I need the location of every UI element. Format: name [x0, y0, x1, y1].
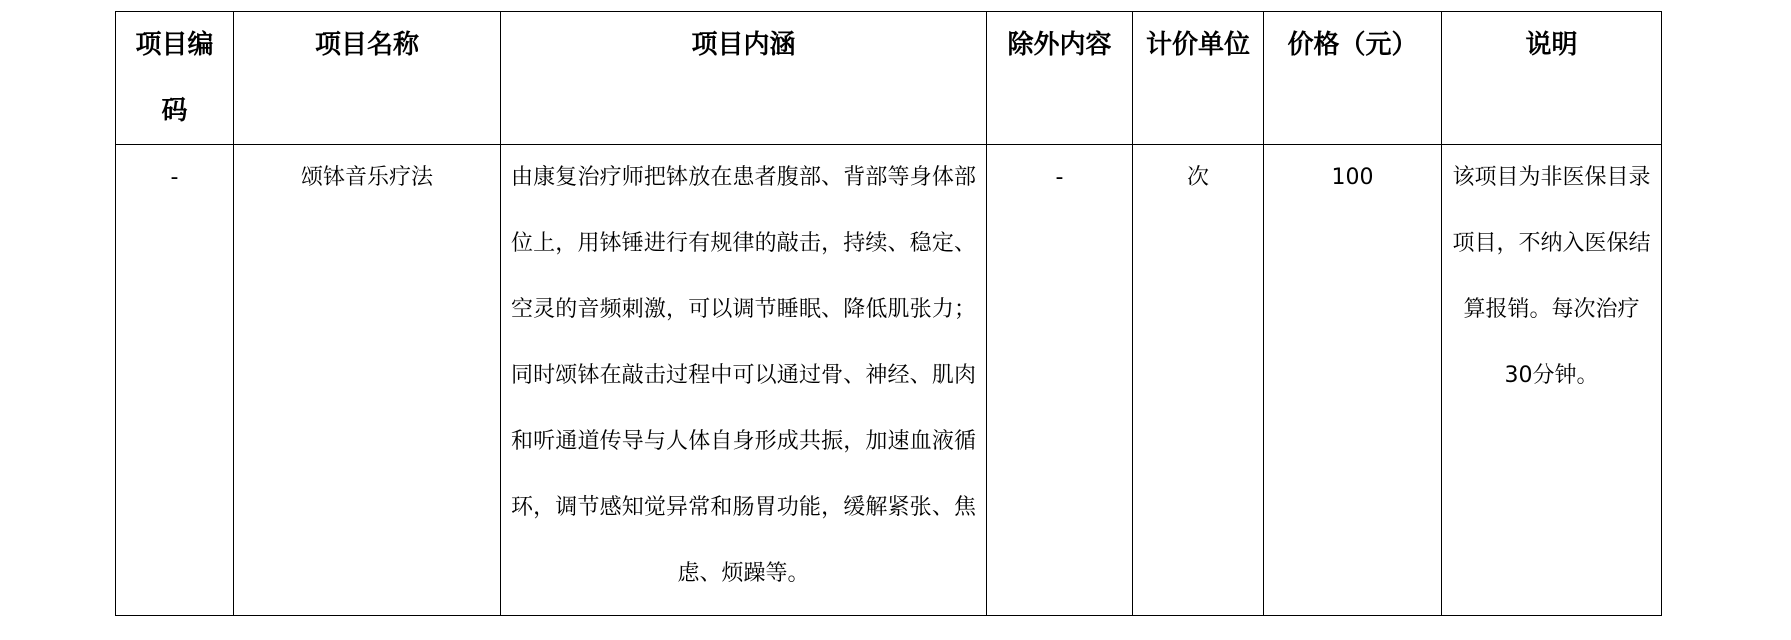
item-name-value: 颂钵音乐疗法 [300, 165, 433, 190]
header-note: 说明 [1442, 12, 1662, 145]
header-pricing-unit: 计价单位 [1133, 12, 1264, 145]
table-row [116, 145, 1662, 616]
header-row [116, 12, 1662, 145]
pricing-unit-value: 次 [1186, 165, 1209, 190]
cell-item-code [116, 145, 234, 616]
cell-item-content [501, 145, 987, 616]
note-value: 该项目为非医保目录项目，不纳入医保结算报销。每次治疗30分钟。 [1452, 165, 1651, 388]
header-item-name: 项目名称 [234, 12, 501, 145]
header-item-content: 项目内涵 [501, 12, 987, 145]
cell-note [1442, 145, 1662, 616]
header-exclusion: 除外内容 [987, 12, 1133, 145]
cell-pricing-unit [1133, 145, 1264, 616]
header-item-code: 项目编码 [116, 12, 234, 145]
item-code-value: - [170, 165, 179, 190]
cell-exclusion [987, 145, 1133, 616]
header-price: 价格（元） [1264, 12, 1442, 145]
item-content-value: 由康复治疗师把钵放在患者腹部、背部等身体部位上，用钵锤进行有规律的敲击，持续、稳定、空灵的音频刺激，可以调节睡眠、降低肌张力；同时颂钵在敲击过程中可以通过骨、神经、肌肉和听通道传导与人体自身形成共振，加速血液循环，调节感知觉异常和肠胃功能，缓解紧张、焦虑、烦躁等。 [511, 165, 976, 586]
exclusion-value: - [1055, 165, 1064, 190]
cell-price [1264, 145, 1442, 616]
price-value: 100 [1331, 165, 1374, 190]
cell-item-name [234, 145, 501, 616]
pricing-table [115, 11, 1662, 616]
